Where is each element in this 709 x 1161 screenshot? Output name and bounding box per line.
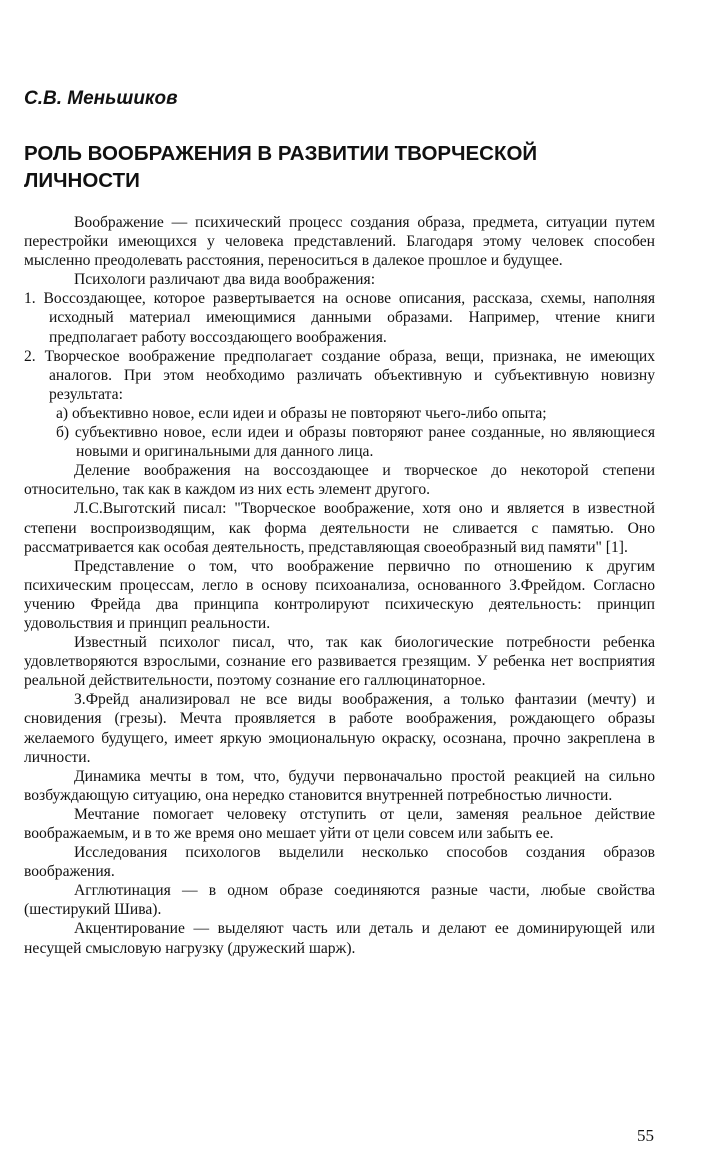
paragraph: З.Фрейд анализировал не все виды воображения, а только фантазии (мечту) и сновидения (грезы). Мечта проявляется в работе воображения, рождающего образы желаемого будущего, имеет яркую эмоциональную окраску, осознана, прочно закреплена в личности.: [24, 691, 655, 766]
list-item: 1. Воссоздающее, которое развертывается на основе описания, рассказа, схемы, наполняя исходный материал имеющимися данными образами. Например, чтение книги предполагает работу воссоздающего воображения.: [24, 290, 655, 346]
paragraph: Известный психолог писал, что, так как биологические потребности ребенка удовлетворяются взрослыми, сознание его развивается грезящим. У ребенка нет восприятия реальной действительности, поэтому сознание его галлюцинаторное.: [24, 634, 655, 690]
sub-list-item: б) субъективно новое, если идеи и образы повторяют ранее созданные, но являющиеся новыми и оригинальными для данного лица.: [56, 424, 655, 461]
paragraph: Психологи различают два вида воображения:: [74, 271, 376, 289]
article-title: РОЛЬ ВООБРАЖЕНИЯ В РАЗВИТИИ ТВОРЧЕСКОЙ ЛИЧНОСТИ: [24, 142, 538, 192]
author-name: С.В. Меньшиков: [24, 88, 178, 109]
paragraph: Л.С.Выготский писал: "Творческое воображение, хотя оно и является в известной степени воспроизводящим, как форма деятельности не сливается с памятью. Оно рассматривается как особая деятельность, представляющая своеобразный вид памяти" [1].: [24, 500, 655, 556]
paragraph: Представление о том, что воображение первично по отношению к другим психическим процессам, легло в основу психоанализа, основанного З.Фрейдом. Согласно учению Фрейда два принципа контролируют психическую деятельность: принцип удовольствия и принцип реальности.: [24, 557, 655, 632]
paragraph: Динамика мечты в том, что, будучи первоначально простой реакцией на сильно возбуждающую ситуацию, она нередко становится внутренней потребностью личности.: [24, 767, 655, 804]
paragraph: Воображение — психический процесс создания образа, предмета, ситуации путем перестройки имеющихся у человека представлений. Благодаря этому человек способен мысленно преодолевать расстояния, переноситься в далекое прошлое и будущее.: [24, 214, 655, 270]
paragraph: Акцентирование — выделяют часть или деталь и делают ее доминирующей или несущей смысловую нагрузку (дружеский шарж).: [24, 920, 655, 957]
paragraph: Мечтание помогает человеку отступить от цели, заменяя реальное действие воображаемым, и в то же время оно мешает уйти от цели совсем или забыть ее.: [24, 805, 655, 842]
list-item: 2. Творческое воображение предполагает создание образа, вещи, признака, не имеющих аналогов. При этом необходимо различать объективную и субъективную новизну результата:: [24, 347, 655, 403]
paragraph: Исследования психологов выделили несколько способов создания образов воображения.: [24, 844, 655, 881]
paragraph: Деление воображения на воссоздающее и творческое до некоторой степени относительно, так как в каждом из них есть элемент другого.: [24, 462, 655, 499]
paragraph: Агглютинация — в одном образе соединяются разные части, любые свойства (шестирукий Шива).: [24, 882, 655, 919]
page-number: 55: [637, 1126, 654, 1145]
sub-list-item: а) объективно новое, если идеи и образы не повторяют чьего-либо опыта;: [56, 404, 547, 422]
article-body: [24, 213, 655, 958]
